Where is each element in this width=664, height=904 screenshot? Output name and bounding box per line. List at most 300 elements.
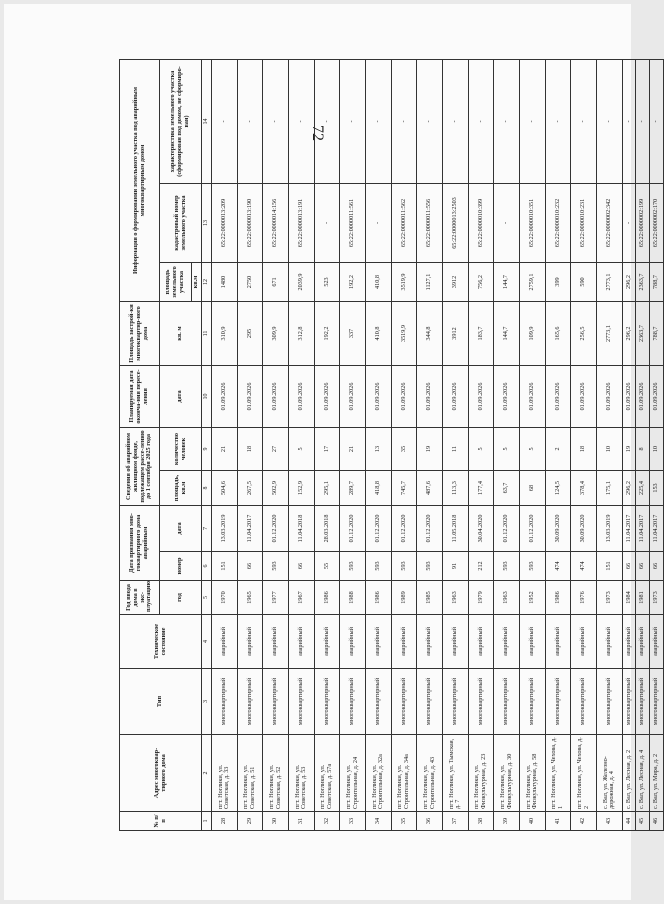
column-number: 3: [202, 669, 212, 735]
cell-land-area: 2759,1: [520, 263, 546, 302]
cell-planned: 01.09.2026: [391, 366, 417, 428]
cell-area: 378,4: [571, 471, 597, 506]
cell-year: 1986: [314, 581, 340, 615]
header-no: № п/п: [120, 812, 202, 831]
cell-number: 593: [520, 552, 546, 581]
cell-area: 63,7: [494, 471, 520, 506]
header-land-area-unit: кв.м: [192, 263, 202, 302]
cell-cadastral: 65:22:0000002:170: [650, 184, 664, 263]
cell-cadastral: 65:22:0000010:351: [520, 184, 546, 263]
cell-building-area: 788,7: [650, 302, 664, 366]
cell-address: пгт. Ноглики, ул. Советская, д. 53: [289, 735, 315, 812]
cell-condition: аварийный: [314, 615, 340, 669]
cell-number: 151: [212, 552, 238, 581]
cell-residents: 27: [263, 428, 289, 471]
cell-cadastral: -: [314, 184, 340, 263]
cell-address: пгт. Ноглики, ул. Чехова, д. 1: [545, 735, 571, 812]
cell-land-char: -: [622, 59, 636, 183]
cell-building-area: 256,5: [571, 302, 597, 366]
cell-condition: аварийный: [443, 615, 469, 669]
header-planned-date: дата: [160, 366, 202, 428]
cell-land-area: 2773,1: [597, 263, 623, 302]
cell-building-area: 192,2: [314, 302, 340, 366]
column-number: 8: [202, 471, 212, 506]
cell-land-area: 2750: [237, 263, 263, 302]
table-row: [391, 59, 417, 830]
cell-no: 42: [571, 812, 597, 831]
cell-land-char: -: [391, 59, 417, 183]
cell-residents: 2: [545, 428, 571, 471]
table-row: [545, 59, 571, 830]
cell-planned: 01.09.2026: [468, 366, 494, 428]
cell-land-area: 523: [314, 263, 340, 302]
cell-number: 593: [340, 552, 366, 581]
cell-land-char: -: [263, 59, 289, 183]
column-number-row: [202, 59, 212, 830]
cell-area: 175,1: [597, 471, 623, 506]
header-recognition-group: Дата признания мно-гоквартирного дома аварийным: [120, 506, 160, 581]
header-building-area-unit: кв. м: [160, 302, 202, 366]
cell-address: с. Вал, ул. Железно-дорожная, д. 4: [597, 735, 623, 812]
cell-land-area: 2363,7: [636, 263, 650, 302]
header-building-area-group: Площадь застрой-ки многоквартир-ного дома: [120, 302, 160, 366]
cell-type: многоквартирный: [391, 669, 417, 735]
cell-area: 152,9: [289, 471, 315, 506]
cell-area: 296,2: [622, 471, 636, 506]
cell-residents: 21: [340, 428, 366, 471]
cell-area: 177,4: [468, 471, 494, 506]
cell-land-char: -: [340, 59, 366, 183]
cell-land-char: -: [494, 59, 520, 183]
cell-no: 45: [636, 812, 650, 831]
cell-date: 13.03.2019: [597, 506, 623, 552]
cell-year: 1979: [468, 581, 494, 615]
header-planned-group: Планируемая дата оконча-ния пересе-ления: [120, 366, 160, 428]
cell-cadastral: 65:22:0000013:209: [212, 184, 238, 263]
cell-residents: 17: [314, 428, 340, 471]
table-row: [597, 59, 623, 830]
cell-number: 55: [314, 552, 340, 581]
cell-date: 01.12.2020: [494, 506, 520, 552]
cell-date: 30.09.2020: [571, 506, 597, 552]
cell-land-char: -: [314, 59, 340, 183]
cell-cadastral: 65:22:0000014:156: [263, 184, 289, 263]
cell-year: 1952: [520, 581, 546, 615]
cell-number: 66: [237, 552, 263, 581]
column-number: 4: [202, 615, 212, 669]
cell-type: многоквартирный: [263, 669, 289, 735]
cell-planned: 01.09.2026: [520, 366, 546, 428]
cell-area: 124,5: [545, 471, 571, 506]
cell-planned: 01.09.2026: [289, 366, 315, 428]
cell-area: 267,5: [237, 471, 263, 506]
cell-planned: 01.09.2026: [340, 366, 366, 428]
header-address: Адрес многоквар-тирного дома: [120, 735, 202, 812]
cell-land-char: -: [571, 59, 597, 183]
cell-address: пгт. Ноглики, ул. Чехова, д. 2: [571, 735, 597, 812]
header-resettle-group: Сведения об аварийном жилищном фонде, подлежащем рассе-лению до 1 сентября 2025 года: [120, 428, 160, 506]
cell-type: многоквартирный: [597, 669, 623, 735]
cell-date: 01.12.2020: [520, 506, 546, 552]
header-date: дата: [160, 506, 202, 552]
cell-address: пгт. Ноглики, ул. Советская, д. 51: [237, 735, 263, 812]
cell-number: 474: [545, 552, 571, 581]
cell-residents: 5: [520, 428, 546, 471]
cell-planned: 01.09.2026: [417, 366, 443, 428]
cell-land-area: 2039,9: [289, 263, 315, 302]
cell-residents: 35: [391, 428, 417, 471]
cell-address: пгт. Ноглики, ул. Физкультурная, д. 30: [494, 735, 520, 812]
cell-no: 41: [545, 812, 571, 831]
cell-land-char: -: [545, 59, 571, 183]
cell-building-area: 296,2: [622, 302, 636, 366]
cell-building-area: 344,8: [417, 302, 443, 366]
cell-condition: аварийный: [391, 615, 417, 669]
cell-condition: аварийный: [212, 615, 238, 669]
cell-address: пгт. Ноглики, ул. Советская, д. 52: [263, 735, 289, 812]
cell-area: 289,7: [340, 471, 366, 506]
cell-planned: 01.09.2026: [237, 366, 263, 428]
cell-date: 01.12.2020: [263, 506, 289, 552]
cell-year: 1981: [636, 581, 650, 615]
header-land-info-group: Информация о формировании земельного участка под аварийным многоквартирным домом: [120, 59, 160, 301]
cell-no: 35: [391, 812, 417, 831]
cell-cadastral: -: [622, 184, 636, 263]
table-row: [650, 59, 664, 830]
column-number: 11: [202, 302, 212, 366]
cell-planned: 01.09.2026: [212, 366, 238, 428]
table-row: [520, 59, 546, 830]
cell-cadastral: -: [366, 184, 392, 263]
cell-number: 593: [494, 552, 520, 581]
cell-area: 225,4: [636, 471, 650, 506]
cell-land-area: 590: [571, 263, 597, 302]
cell-area: 487,6: [417, 471, 443, 506]
cell-type: многоквартирный: [443, 669, 469, 735]
cell-date: 01.12.2020: [391, 506, 417, 552]
table-row: [289, 59, 315, 830]
cell-building-area: 165,6: [545, 302, 571, 366]
cell-number: 593: [391, 552, 417, 581]
table-row: [636, 59, 650, 830]
cell-land-char: -: [237, 59, 263, 183]
cell-year: 1988: [340, 581, 366, 615]
cell-condition: аварийный: [340, 615, 366, 669]
cell-year: 1984: [622, 581, 636, 615]
cell-type: многоквартирный: [494, 669, 520, 735]
header-residents: количество человек: [160, 428, 202, 471]
cell-building-area: 337: [340, 302, 366, 366]
cell-year: 1963: [494, 581, 520, 615]
cell-land-area: 410,8: [366, 263, 392, 302]
cell-no: 46: [650, 812, 664, 831]
column-number: 10: [202, 366, 212, 428]
cell-type: многоквартирный: [366, 669, 392, 735]
cell-no: 30: [263, 812, 289, 831]
cell-land-area: 144,7: [494, 263, 520, 302]
cell-year: 1976: [571, 581, 597, 615]
cell-building-area: 410,8: [366, 302, 392, 366]
column-number: 12: [202, 263, 212, 302]
cell-no: 37: [443, 812, 469, 831]
cell-planned: 01.09.2026: [622, 366, 636, 428]
cell-area: 745,7: [391, 471, 417, 506]
cell-date: 11.04.2017: [622, 506, 636, 552]
header-year-group: Год ввода дома в экс-плуатацию: [120, 581, 160, 615]
cell-building-area: 3519,9: [391, 302, 417, 366]
cell-condition: аварийный: [571, 615, 597, 669]
cell-land-area: 1127,1: [417, 263, 443, 302]
cell-date: 11.04.2017: [237, 506, 263, 552]
cell-planned: 01.09.2026: [443, 366, 469, 428]
cell-year: 1967: [289, 581, 315, 615]
cell-building-area: 144,7: [494, 302, 520, 366]
cell-year: 1973: [597, 581, 623, 615]
cell-address: пгт. Ноглики, ул. Строительная, д. 43: [417, 735, 443, 812]
cell-number: 151: [597, 552, 623, 581]
cell-condition: аварийный: [237, 615, 263, 669]
cell-year: 1970: [212, 581, 238, 615]
cell-building-area: 3912: [443, 302, 469, 366]
column-number: 1: [202, 812, 212, 831]
cell-type: многоквартирный: [289, 669, 315, 735]
cell-date: 01.12.2020: [340, 506, 366, 552]
header-condition: Техническое состояние: [120, 615, 202, 669]
cell-date: 01.12.2020: [366, 506, 392, 552]
cell-land-area: 192,2: [340, 263, 366, 302]
cell-no: 43: [597, 812, 623, 831]
column-number: 2: [202, 735, 212, 812]
header-land-char: характеристика земельного участка (сформирован под домом, не сформиро-ван): [160, 59, 202, 183]
cell-year: 1985: [417, 581, 443, 615]
cell-type: многоквартирный: [636, 669, 650, 735]
cell-type: многоквартирный: [314, 669, 340, 735]
cell-condition: аварийный: [468, 615, 494, 669]
cell-condition: аварийный: [545, 615, 571, 669]
cell-residents: 21: [212, 428, 238, 471]
cell-cadastral: 65:22:0000010:231: [571, 184, 597, 263]
cell-residents: 19: [622, 428, 636, 471]
table-row: [494, 59, 520, 830]
cell-address: пгт. Ноглики, ул. Физкультурная, д. 58: [520, 735, 546, 812]
cell-cadastral: 65:22:0000002:199: [636, 184, 650, 263]
table-row: [571, 59, 597, 830]
cell-land-char: -: [366, 59, 392, 183]
cell-building-area: 309,9: [263, 302, 289, 366]
cell-date: 11.04.2018: [289, 506, 315, 552]
cell-planned: 01.09.2026: [494, 366, 520, 428]
cell-address: пгт. Ноглики, ул. Физкультурная, д. 23: [468, 735, 494, 812]
cell-area: 504,6: [212, 471, 238, 506]
cell-land-char: -: [289, 59, 315, 183]
column-number: 13: [202, 184, 212, 263]
cell-condition: аварийный: [417, 615, 443, 669]
table-body: [202, 59, 664, 830]
housing-register-table: [119, 59, 664, 831]
cell-planned: 01.09.2026: [571, 366, 597, 428]
cell-cadastral: 65:22:0000010:232: [545, 184, 571, 263]
column-number: 9: [202, 428, 212, 471]
cell-planned: 01.09.2026: [545, 366, 571, 428]
cell-address: пгт. Ноглики, ул. Советская, д. 33: [212, 735, 238, 812]
cell-number: 66: [650, 552, 664, 581]
header-area: площадь, кв.м: [160, 471, 202, 506]
cell-land-area: 296,2: [622, 263, 636, 302]
cell-no: 36: [417, 812, 443, 831]
cell-no: 28: [212, 812, 238, 831]
cell-type: многоквартирный: [212, 669, 238, 735]
cell-cadastral: -: [494, 184, 520, 263]
cell-no: 32: [314, 812, 340, 831]
cell-address: пгт. Ноглики, ул. Строительная, д. 34а: [391, 735, 417, 812]
header-type: Тип: [120, 669, 202, 735]
table-row: [237, 59, 263, 830]
cell-building-area: 2363,7: [636, 302, 650, 366]
cell-area: 502,9: [263, 471, 289, 506]
cell-residents: 13: [366, 428, 392, 471]
cell-planned: 01.09.2026: [597, 366, 623, 428]
table-row: [417, 59, 443, 830]
cell-building-area: 295: [237, 302, 263, 366]
cell-land-area: 756,2: [468, 263, 494, 302]
cell-land-char: -: [468, 59, 494, 183]
cell-residents: 5: [494, 428, 520, 471]
cell-land-area: 1480: [212, 263, 238, 302]
cell-number: 593: [417, 552, 443, 581]
cell-residents: 8: [636, 428, 650, 471]
cell-date: 11.04.2017: [650, 506, 664, 552]
cell-condition: аварийный: [650, 615, 664, 669]
header-number: номер: [160, 552, 202, 581]
cell-date: 13.03.2019: [212, 506, 238, 552]
cell-address: пгт. Ноглики, ул. Строительная, д. 24: [340, 735, 366, 812]
cell-no: 40: [520, 812, 546, 831]
cell-residents: 18: [237, 428, 263, 471]
cell-cadastral: 65:22:0000011:556: [417, 184, 443, 263]
cell-year: 1963: [443, 581, 469, 615]
cell-type: многоквартирный: [417, 669, 443, 735]
cell-type: многоквартирный: [571, 669, 597, 735]
cell-no: 33: [340, 812, 366, 831]
cell-address: с. Вал, ул. Лесная, д. 4: [636, 735, 650, 812]
cell-address: пгт. Ноглики, ул. Тымская, д. 7: [443, 735, 469, 812]
cell-year: 1986: [545, 581, 571, 615]
column-number: 5: [202, 581, 212, 615]
cell-address: с. Вал, ул. Мира, д. 2: [650, 735, 664, 812]
header-cadastral: кадастровый номер земельного участка: [160, 184, 202, 263]
cell-number: 66: [636, 552, 650, 581]
cell-residents: 10: [597, 428, 623, 471]
cell-area: 68: [520, 471, 546, 506]
cell-type: многоквартирный: [340, 669, 366, 735]
cell-land-char: -: [417, 59, 443, 183]
cell-condition: аварийный: [597, 615, 623, 669]
rotated-table-wrapper: [119, 60, 664, 831]
cell-year: 1986: [366, 581, 392, 615]
cell-number: 212: [468, 552, 494, 581]
table-row: [443, 59, 469, 830]
cell-residents: 11: [443, 428, 469, 471]
cell-building-area: 310,9: [212, 302, 238, 366]
cell-area: 295,1: [314, 471, 340, 506]
table-row: [340, 59, 366, 830]
cell-planned: 01.09.2026: [314, 366, 340, 428]
cell-planned: 01.09.2026: [650, 366, 664, 428]
cell-condition: аварийный: [636, 615, 650, 669]
cell-land-char: -: [636, 59, 650, 183]
cell-date: 11.05.2018: [443, 506, 469, 552]
cell-land-char: -: [597, 59, 623, 183]
table-row: [212, 59, 238, 830]
table-row: [622, 59, 636, 830]
cell-cadastral: 65:22:0000013:2503: [443, 184, 469, 263]
column-number: 14: [202, 59, 212, 183]
cell-building-area: 2773,1: [597, 302, 623, 366]
cell-planned: 01.09.2026: [366, 366, 392, 428]
cell-condition: аварийный: [520, 615, 546, 669]
cell-land-char: -: [650, 59, 664, 183]
cell-cadastral: 65:22:0000013:191: [289, 184, 315, 263]
cell-cadastral: 65:22:0000011:561: [340, 184, 366, 263]
cell-date: 30.04.2020: [468, 506, 494, 552]
cell-number: 91: [443, 552, 469, 581]
cell-date: 30.09.2020: [545, 506, 571, 552]
cell-condition: аварийный: [366, 615, 392, 669]
cell-land-area: 788,7: [650, 263, 664, 302]
cell-cadastral: 65:22:0000013:190: [237, 184, 263, 263]
cell-no: 31: [289, 812, 315, 831]
cell-type: многоквартирный: [468, 669, 494, 735]
cell-number: 66: [289, 552, 315, 581]
table-row: [366, 59, 392, 830]
cell-building-area: 109,9: [520, 302, 546, 366]
cell-residents: 18: [571, 428, 597, 471]
cell-no: 34: [366, 812, 392, 831]
cell-land-char: -: [443, 59, 469, 183]
cell-type: многоквартирный: [520, 669, 546, 735]
cell-type: многоквартирный: [650, 669, 664, 735]
cell-condition: аварийный: [289, 615, 315, 669]
cell-year: 1973: [650, 581, 664, 615]
cell-address: с. Вал, ул. Лесная, д. 2: [622, 735, 636, 812]
cell-area: 113,3: [443, 471, 469, 506]
cell-condition: аварийный: [622, 615, 636, 669]
cell-residents: 5: [468, 428, 494, 471]
cell-date: 11.04.2017: [636, 506, 650, 552]
cell-address: пгт. Ноглики, ул. Строительная, д. 32а: [366, 735, 392, 812]
cell-land-char: -: [520, 59, 546, 183]
cell-condition: аварийный: [494, 615, 520, 669]
cell-planned: 01.09.2026: [636, 366, 650, 428]
cell-number: 593: [263, 552, 289, 581]
cell-building-area: 183,7: [468, 302, 494, 366]
cell-residents: 19: [417, 428, 443, 471]
cell-type: многоквартирный: [622, 669, 636, 735]
cell-no: 38: [468, 812, 494, 831]
cell-year: 1965: [237, 581, 263, 615]
cell-no: 39: [494, 812, 520, 831]
column-number: 7: [202, 506, 212, 552]
cell-year: 1977: [263, 581, 289, 615]
table-row: [468, 59, 494, 830]
cell-area: 418,8: [366, 471, 392, 506]
column-number: 6: [202, 552, 212, 581]
cell-land-area: 3912: [443, 263, 469, 302]
header-land-area: площадь земельного участка: [160, 263, 192, 302]
cell-residents: 5: [289, 428, 315, 471]
page-number: 72: [309, 125, 326, 141]
cell-land-area: 671: [263, 263, 289, 302]
